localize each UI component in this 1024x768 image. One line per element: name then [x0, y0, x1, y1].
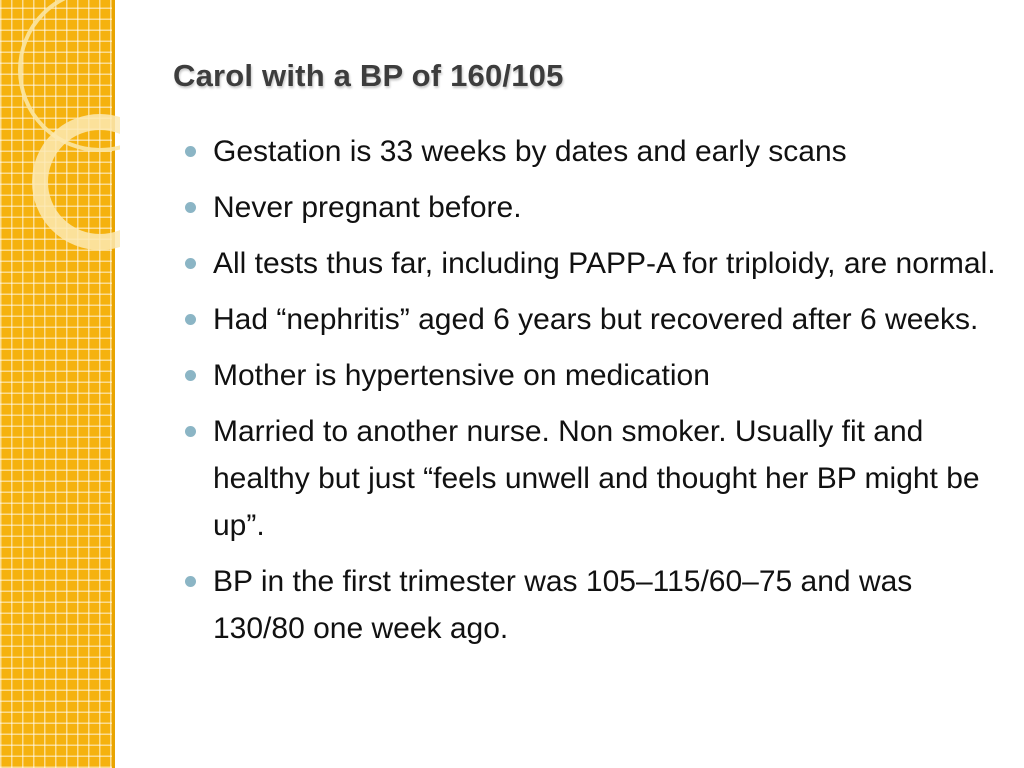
decorative-rings	[0, 0, 120, 260]
bullet-text: Had “nephritis” aged 6 years but recovered after 6 weeks.	[213, 303, 979, 336]
bullet-icon	[185, 426, 196, 437]
bullet-item	[185, 558, 997, 652]
bullet-item	[185, 352, 997, 399]
bullet-text: Mother is hypertensive on medication	[213, 359, 710, 392]
bullet-text: Gestation is 33 weeks by dates and early scans	[213, 135, 847, 168]
bullet-icon	[185, 576, 196, 587]
bullet-item	[185, 408, 997, 549]
bullet-text: Never pregnant before.	[213, 191, 522, 224]
decorative-ring-small	[40, 122, 120, 242]
bullet-list	[185, 128, 997, 661]
bullet-icon	[185, 258, 196, 269]
slide-title: Carol with a BP of 160/105	[173, 58, 564, 93]
bullet-icon	[185, 146, 196, 157]
bullet-item	[185, 184, 997, 231]
bullet-item	[185, 128, 997, 175]
bullet-text: BP in the first trimester was 105–115/60–75 and was 130/80 one week ago.	[213, 565, 913, 645]
bullet-text: All tests thus far, including PAPP-A for triploidy, are normal.	[213, 247, 996, 280]
bullet-item	[185, 240, 997, 287]
bullet-icon	[185, 370, 196, 381]
bullet-icon	[185, 202, 196, 213]
bullet-item	[185, 296, 997, 343]
bullet-text: Married to another nurse. Non smoker. Usually fit and healthy but just “feels unwell and thought her BP might be up”.	[213, 415, 980, 542]
bullet-icon	[185, 314, 196, 325]
